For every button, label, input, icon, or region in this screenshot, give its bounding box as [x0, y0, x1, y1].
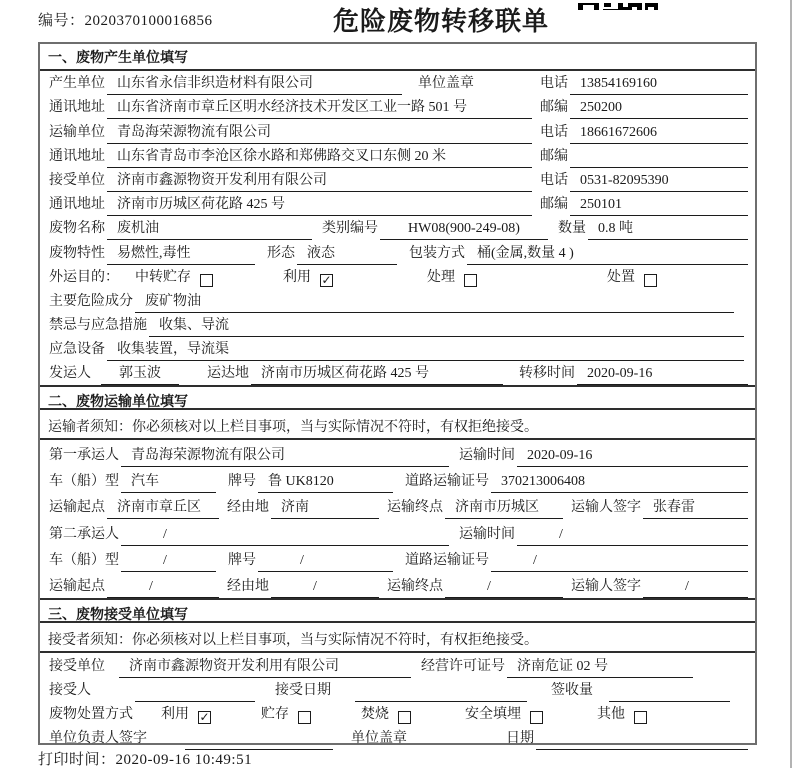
- road-permit1-value: 370213006408: [491, 474, 748, 493]
- road-permit2-value: /: [491, 553, 748, 572]
- accept-date-value: [355, 699, 527, 702]
- date-value: [536, 747, 748, 750]
- producer-unit-label: 产生单位: [49, 76, 105, 92]
- emergency-equipment-label: 应急设备: [49, 342, 105, 358]
- accept-unit-value: 济南市鑫源物资开发利用有限公司: [119, 655, 411, 678]
- waste-quantity-label: 数量: [558, 221, 586, 237]
- vehicle1-row: [40, 467, 755, 493]
- purpose-utilize-label: 利用: [283, 269, 311, 285]
- print-time-label: 打印时间：: [38, 752, 116, 768]
- receiver-address-label: 通讯地址: [49, 197, 105, 213]
- road-permit1-label: 道路运输证号: [405, 474, 489, 490]
- waste-property-label: 废物特性: [49, 245, 105, 261]
- endpoint1-label: 运输终点: [387, 500, 443, 516]
- receipt-quantity-label: 签收量: [551, 682, 593, 698]
- waste-property-row: [40, 240, 755, 264]
- vehicle-type2-value: /: [121, 553, 216, 572]
- transporter-address-label: 通讯地址: [49, 148, 105, 164]
- first-carrier-value: 青岛海荣源物流有限公司: [121, 444, 449, 467]
- disposal-incinerate-checkbox: [398, 711, 411, 724]
- manifest-form-table: [38, 42, 757, 745]
- transport-time1-label: 运输时间: [459, 447, 515, 463]
- vehicle-type1-label: 车（船）型: [49, 474, 119, 490]
- transporter-zip-label: 邮编: [540, 148, 568, 164]
- unit-seal-label: 单位盖章: [418, 76, 474, 92]
- shipper-row: [40, 361, 755, 385]
- destination-label: 运达地: [207, 366, 249, 382]
- packing-method-value: 桶(金属,数量 4 ): [467, 242, 748, 265]
- route2-row: [40, 572, 755, 598]
- receiver-unit-row: [40, 168, 755, 192]
- date-label: 日期: [506, 731, 534, 747]
- producer-unit-row: [40, 71, 755, 95]
- disposal-storage-checkbox: [298, 711, 311, 724]
- waste-name-label: 废物名称: [49, 221, 105, 237]
- transport-time1-value: 2020-09-16: [517, 448, 748, 467]
- waste-property-value: 易燃性,毒性: [107, 242, 255, 265]
- disposal-utilize-checkbox: ✓: [199, 710, 210, 725]
- carrier-sign2-value: /: [643, 579, 748, 598]
- packing-method-label: 包装方式: [409, 245, 465, 261]
- transfer-time-value: 2020-09-16: [577, 366, 748, 385]
- purpose-treat-checkbox: [464, 274, 477, 287]
- receiver-unit-label: 接受单位: [49, 172, 105, 188]
- serial-value: 2020370100016856: [84, 13, 213, 29]
- accept-person-label: 接受人: [49, 682, 91, 698]
- license-number-label: 经营许可证号: [421, 658, 505, 674]
- transport-time2-label: 运输时间: [459, 526, 515, 542]
- emergency-equipment-value: 收集装置，导流渠: [107, 338, 744, 361]
- transporter-notice: 运输者须知：你必须核对以上栏目事项，当与实际情况不符时，有权拒绝接受。: [40, 410, 755, 440]
- waste-category-value: HW08(900-249-08): [380, 221, 548, 240]
- waste-category-label: 类别编号: [322, 221, 378, 237]
- purpose-dispose-label: 处置: [607, 269, 635, 285]
- waste-form-label: 形态: [267, 245, 295, 261]
- transfer-purpose-label: 外运目的：: [49, 269, 119, 285]
- transporter-phone-value: 18661672606: [570, 125, 748, 144]
- vehicle2-row: [40, 546, 755, 572]
- accept-person-value: [135, 699, 255, 702]
- producer-zip-value: 250200: [570, 100, 748, 119]
- producer-address-label: 通讯地址: [49, 100, 105, 116]
- accept-person-row: [40, 678, 755, 702]
- serial-number-line: [38, 9, 213, 30]
- disposal-utilize-label: 利用: [161, 707, 189, 723]
- origin1-label: 运输起点: [49, 500, 105, 516]
- responsible-sign-row: [40, 726, 755, 750]
- responsible-sign-label: 单位负责人签字: [49, 731, 147, 747]
- taboo-measures-row: [40, 313, 755, 337]
- purpose-treat-label: 处理: [427, 269, 455, 285]
- via1-value: 济南: [271, 496, 379, 519]
- shipper-label: 发运人: [49, 366, 91, 382]
- accept-unit-row: [40, 653, 755, 677]
- section-producer: [40, 44, 755, 385]
- origin1-value: 济南市章丘区: [107, 496, 219, 519]
- section2-heading: 二、废物运输单位填写: [40, 385, 755, 410]
- page-title: 危险废物转移联单: [333, 7, 550, 37]
- receiver-phone-label: 电话: [540, 172, 568, 188]
- transporter-unit-value: 青岛海荣源物流有限公司: [107, 121, 532, 144]
- producer-phone-value: 13854169160: [570, 76, 748, 95]
- transfer-purpose-row: [40, 265, 755, 289]
- route1-row: [40, 493, 755, 519]
- disposal-landfill-checkbox: [530, 711, 543, 724]
- transporter-address-row: [40, 144, 755, 168]
- producer-unit-value: 山东省永信非织造材料有限公司: [107, 72, 402, 95]
- transfer-time-label: 转移时间: [519, 366, 575, 382]
- purpose-storage-checkbox: [200, 274, 213, 287]
- disposal-incinerate-label: 焚烧: [361, 707, 389, 723]
- page-edge-divider: [790, 0, 792, 768]
- plate2-label: 牌号: [228, 552, 256, 568]
- purpose-dispose-checkbox: [644, 274, 657, 287]
- producer-zip-label: 邮编: [540, 100, 568, 116]
- plate2-value: /: [258, 553, 393, 572]
- receiver-phone-value: 0531-82095390: [570, 173, 748, 192]
- origin2-label: 运输起点: [49, 579, 105, 595]
- waste-quantity-value: 0.8 吨: [588, 217, 748, 240]
- disposal-storage-label: 贮存: [261, 707, 289, 723]
- origin2-value: /: [107, 579, 219, 598]
- section1-heading: 一、废物产生单位填写: [40, 44, 755, 71]
- section3-heading: 三、废物接受单位填写: [40, 598, 755, 623]
- receiver-unit-value: 济南市鑫源物资开发利用有限公司: [107, 169, 532, 192]
- first-carrier-label: 第一承运人: [49, 447, 119, 463]
- transporter-phone-label: 电话: [540, 124, 568, 140]
- receiver-address-value: 济南市历城区荷花路 425 号: [107, 193, 532, 216]
- accept-date-label: 接受日期: [275, 682, 331, 698]
- carrier-sign1-value: 张春雷: [643, 496, 748, 519]
- license-number-value: 济南危证 02 号: [507, 655, 693, 678]
- accept-unit-label: 接受单位: [49, 658, 105, 674]
- receiver-zip-value: 250101: [570, 197, 748, 216]
- disposal-other-label: 其他: [597, 707, 625, 723]
- second-carrier-value: /: [121, 527, 449, 546]
- destination-value: 济南市历城区荷花路 425 号: [251, 362, 503, 385]
- waste-name-value: 废机油: [107, 217, 312, 240]
- via2-label: 经由地: [227, 579, 269, 595]
- disposal-method-label: 废物处置方式: [49, 707, 133, 723]
- purpose-utilize-checkbox: ✓: [321, 272, 332, 287]
- unit-seal2-label: 单位盖章: [351, 731, 407, 747]
- qr-code-fragment-icon: [578, 0, 658, 10]
- disposal-landfill-label: 安全填埋: [465, 707, 521, 723]
- producer-address-value: 山东省济南市章丘区明水经济技术开发区工业一路 501 号: [107, 96, 532, 119]
- carrier-sign2-label: 运输人签字: [571, 579, 641, 595]
- vehicle-type2-label: 车（船）型: [49, 552, 119, 568]
- receiver-notice: 接受者须知：你必须核对以上栏目事项，当与实际情况不符时，有权拒绝接受。: [40, 623, 755, 653]
- transporter-unit-label: 运输单位: [49, 124, 105, 140]
- main-hazard-row: [40, 289, 755, 313]
- main-hazard-label: 主要危险成分: [49, 293, 133, 309]
- shipper-value: 郭玉波: [101, 362, 179, 385]
- emergency-equipment-row: [40, 337, 755, 361]
- print-time-line: [38, 748, 252, 768]
- main-hazard-value: 废矿物油: [135, 290, 734, 313]
- plate1-value: 鲁 UK8120: [258, 470, 393, 493]
- vehicle-type1-value: 汽车: [121, 470, 216, 493]
- via2-value: /: [271, 579, 379, 598]
- taboo-measures-label: 禁忌与应急措施: [49, 318, 147, 334]
- print-time-value: 2020-09-16 10:49:51: [115, 752, 253, 768]
- waste-form-value: 液态: [297, 242, 397, 265]
- endpoint2-label: 运输终点: [387, 579, 443, 595]
- endpoint1-value: 济南市历城区: [445, 496, 563, 519]
- endpoint2-value: /: [445, 579, 563, 598]
- receipt-quantity-value: [609, 699, 730, 702]
- purpose-storage-label: 中转贮存: [135, 269, 191, 285]
- receiver-address-row: [40, 192, 755, 216]
- second-carrier-row: [40, 519, 755, 545]
- road-permit2-label: 道路运输证号: [405, 552, 489, 568]
- taboo-measures-value: 收集、导流: [149, 314, 744, 337]
- serial-label: 编号：: [38, 13, 85, 29]
- via1-label: 经由地: [227, 500, 269, 516]
- section-receiver: [40, 598, 755, 750]
- section-transporter: [40, 385, 755, 598]
- waste-name-row: [40, 216, 755, 240]
- producer-address-row: [40, 95, 755, 119]
- transport-time2-value: /: [517, 527, 748, 546]
- second-carrier-label: 第二承运人: [49, 526, 119, 542]
- transporter-zip-value: [570, 165, 748, 168]
- plate1-label: 牌号: [228, 474, 256, 490]
- disposal-other-checkbox: [634, 711, 647, 724]
- first-carrier-row: [40, 440, 755, 466]
- transporter-address-value: 山东省青岛市李沧区徐水路和郑佛路交叉口东侧 20 米: [107, 145, 532, 168]
- producer-phone-label: 电话: [540, 76, 568, 92]
- receiver-zip-label: 邮编: [540, 197, 568, 213]
- disposal-method-row: [40, 702, 755, 726]
- transporter-unit-row: [40, 119, 755, 143]
- carrier-sign1-label: 运输人签字: [571, 500, 641, 516]
